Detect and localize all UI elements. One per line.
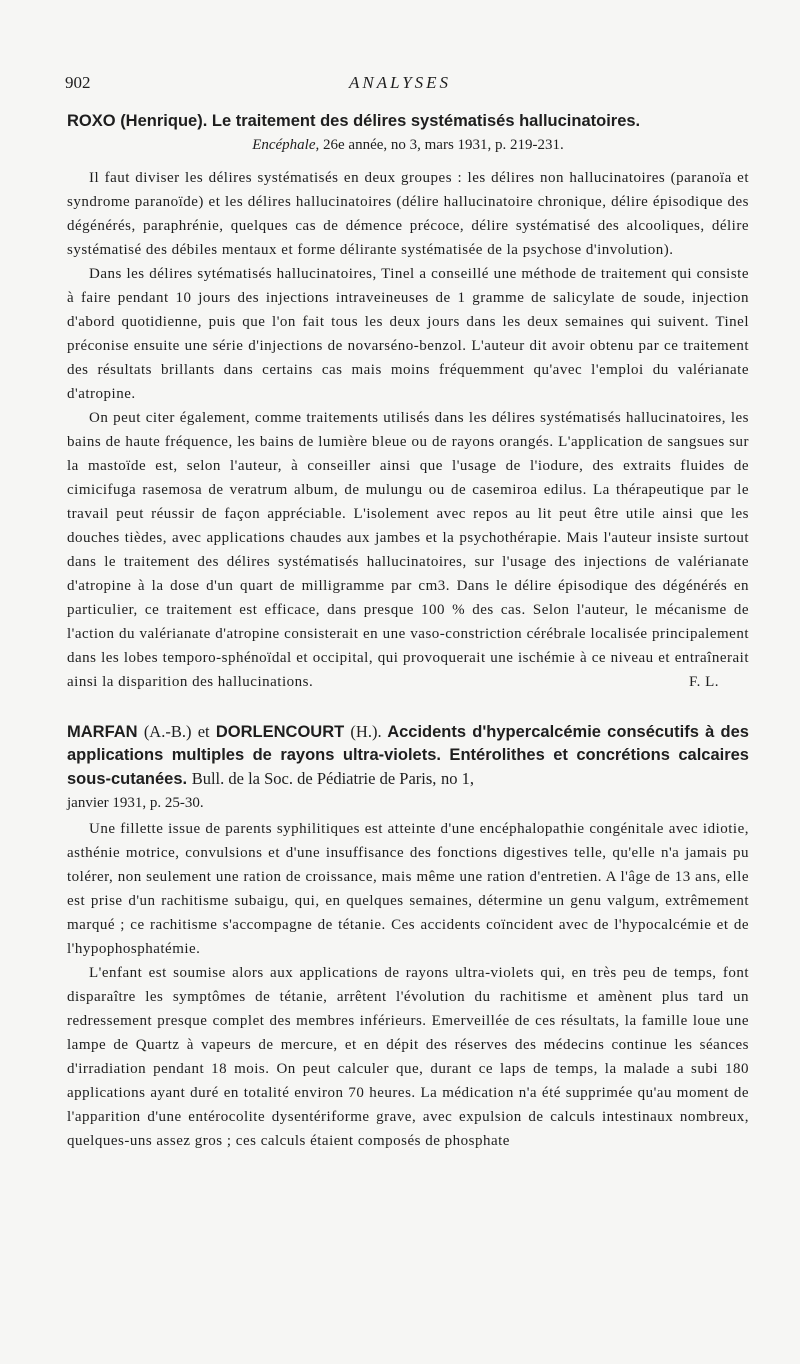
page-header bbox=[0, 73, 800, 97]
running-title: ANALYSES bbox=[348, 73, 452, 92]
article-heading bbox=[67, 720, 749, 791]
paragraph: Il faut diviser les délires systématisés en deux groupes : les délires non hallucinatoires (paranoïa et syndrome paranoïde) et les délires hallucinatoires (délire hallucinatoire chronique, délire épisodique des dégénérés, paraphrénie, quelques cas de démence précoce, délire systématisé des alcooliques, délire systématisé des débiles mentaux et forme délirante systématisée de la psychose d'involution). bbox=[67, 170, 749, 258]
paragraph: Dans les délires sytématisés hallucinatoires, Tinel a conseillé une méthode de traitement qui consiste à faire pendant 10 jours des injections intraveineuses de 1 gramme de salicylate de soude, injection d'abord quotidienne, puis que l'on fait tous les deux jours dans les deux semaines qui suivent. Tinel préconise ensuite une série d'injections de novarséno-benzol. L'auteur dit avoir obtenu par ce traitement des résultats brillants dans certains cas mais moins fréquemment qu'avec l'emploi du valérianate d'atropine. bbox=[67, 266, 749, 402]
reviewer-initials: F. L. bbox=[688, 674, 719, 690]
author-detail: (Henrique). bbox=[120, 112, 208, 130]
author-name-2: DORLENCOURT bbox=[215, 723, 345, 741]
author-name: MARFAN bbox=[67, 723, 138, 741]
paragraph bbox=[67, 406, 749, 694]
article-title: Le traitement des délires systématisés hallucinatoires. bbox=[211, 112, 641, 130]
paragraph-text: On peut citer également, comme traitements utilisés dans les délires systématisés hallucinatoires, les bains de haute fréquence, les bains de lumière bleue ou de rayons orangés. L'application de sangsues sur la mastoïde est, selon l'auteur, à conseiller ainsi que l'usage de l'iodure, des extraits fluides de cimicifuga rasemosa de veratrum album, de mulungu ou de casemiroa edilus. La thérapeutique par le travail peut réussir de façon appréciable. L'isolement avec repos au lit peut être utile ainsi que les douches tièdes, avec applications chaudes aux jambes et la psychothérapie. Mais l'auteur insiste surtout dans le traitement des délires systématisés hallucinatoires, sur l'usage des injections de valérianate d'atropine à la dose d'un quart de milligramme par cm3. Dans le délire épisodique des dégénérés en particulier, ce traitement est efficace, dans presque 100 % des cas. Selon l'auteur, le mécanisme de l'action du valérianate d'atropine consisterait en une vaso-constriction cérébrale localisée principalement dans les lobes temporo-sphénoïdal et occipital, qui provoquerait une ischémie à ce niveau et entraînerait ainsi la disparition des hallucinations. bbox=[67, 410, 749, 690]
author-name: ROXO bbox=[67, 112, 116, 130]
author-detail-2: (H.). bbox=[350, 722, 382, 741]
page-content bbox=[67, 110, 749, 1153]
journal-name: Bull. de la Soc. de Pédiatrie de Paris, bbox=[191, 769, 437, 788]
article-source bbox=[67, 791, 749, 815]
citation-date: janvier 1931, p. 25-30. bbox=[67, 795, 204, 811]
article-heading bbox=[67, 110, 749, 133]
paragraph: Une fillette issue de parents syphilitiques est atteinte d'une encéphalopathie congénitale avec idiotie, asthénie motrice, convulsions et d'une insuffisance des fonctions digestives telle, qu'elle n'a jamais pu tolérer, non seulement une ration de croissance, mais même une ration d'entretien. A l'âge de 13 ans, elle est prise d'un rachitisme subaigu, qui, en quelques semaines, détermine un genu valgum, extrêmement marqué ; ce rachitisme s'accompagne de tétanie. Ces accidents coïncident avec de l'hypocalcémie et de l'hypophosphatémie. bbox=[67, 821, 749, 957]
journal-name: Encéphale, bbox=[252, 137, 320, 153]
citation-details: 26e année, no 3, mars 1931, p. 219-231. bbox=[323, 137, 564, 153]
article-marfan-dorlencourt bbox=[67, 720, 749, 1153]
page-number: 902 bbox=[65, 73, 91, 92]
article-source bbox=[67, 133, 749, 157]
article-roxo bbox=[67, 110, 749, 694]
article-title: Accidents d'hypercalcémie consécutifs à des applications multiples de rayons ultra-violets. Entérolithes et concrétions calcaires sous-cutanées. bbox=[67, 723, 749, 788]
citation-details: no 1, bbox=[441, 769, 475, 788]
paragraph: L'enfant est soumise alors aux applications de rayons ultra-violets qui, en très peu de temps, font disparaître les symptômes de tétanie, arrêtent l'évolution du rachitisme et amènent plus tard un redressement presque complet des membres inférieurs. Emerveillée de ces résultats, la famille loue une lampe de Quartz à vapeurs de mercure, et en dépit des réserves des médecins continue les séances d'irradiation pendant 18 mois. On peut calculer que, durant ce laps de temps, la malade a subi 180 applications ayant duré en totalité environ 70 heures. La médication n'a été supprimée qu'au moment de l'apparition d'une entérocolite dysentériforme grave, avec expulsion de calculs intestinaux nombreux, quelques-uns assez gros ; ces calculs étaient composés de phosphate bbox=[67, 965, 749, 1149]
author-detail: (A.-B.) bbox=[143, 722, 192, 741]
author-connector: et bbox=[197, 722, 210, 741]
